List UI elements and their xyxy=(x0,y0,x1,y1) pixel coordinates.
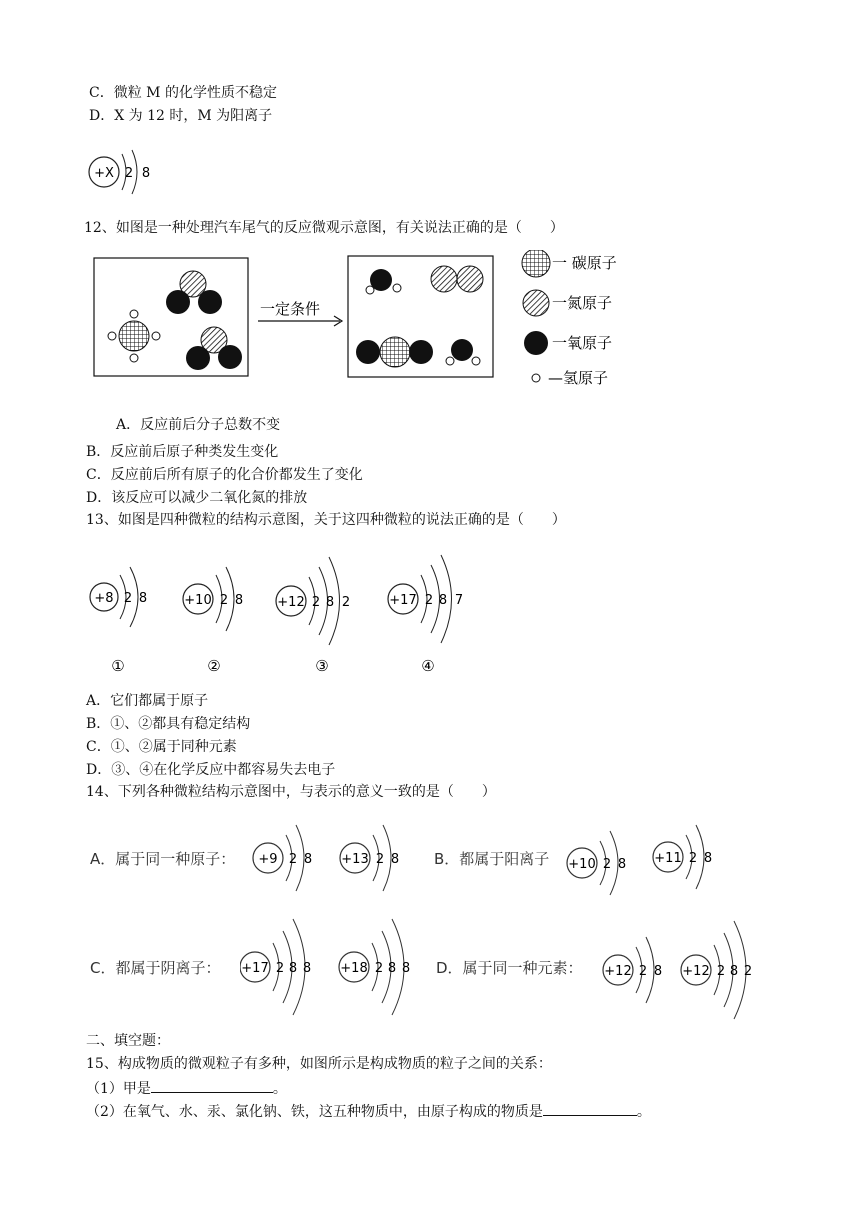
q14-caption-c: C．都属于阴离子： xyxy=(90,959,221,977)
q13-stem: 13、如图是四种微粒的结构示意图，关于这四种微粒的说法正确的是（ ） xyxy=(86,512,566,528)
nucleus-charge: +10 xyxy=(568,857,596,872)
particle-4 xyxy=(388,555,463,675)
hydrogen-atom xyxy=(130,354,138,362)
electron-shell xyxy=(610,831,618,895)
q14-caption-d: D．属于同一种元素： xyxy=(436,959,583,977)
shell-electrons: 2 xyxy=(375,852,385,867)
nucleus-charge: +18 xyxy=(340,961,368,976)
shell-electrons: 8 xyxy=(617,857,627,872)
shell-electrons: 8 xyxy=(234,593,244,608)
oxygen-atom xyxy=(451,339,473,361)
hydrogen-atom xyxy=(108,332,116,340)
q13-option-b: B．①、②都具有稳定结构 xyxy=(86,716,251,732)
shell-electrons: 2 xyxy=(638,964,648,979)
oxygen-atom xyxy=(356,340,380,364)
q14-b-particle-2 xyxy=(653,825,712,889)
nitrogen-atom xyxy=(431,266,457,292)
legend-hydrogen-label: —氢原子 xyxy=(548,369,609,387)
q13-particles-diagram xyxy=(84,545,484,680)
shell-electrons: 2 xyxy=(716,964,726,979)
q15-stem: 15、构成物质的微观粒子有多种，如图所示是构成物质的粒子之间的关系： xyxy=(86,1056,552,1072)
shell-electrons: 8 xyxy=(703,851,713,866)
q11-option-d: D．X 为 12 时，M 为阳离子 xyxy=(89,108,273,124)
shell-electrons: 2 xyxy=(219,593,229,608)
q15-sub2-answer-blank[interactable] xyxy=(543,1101,637,1116)
shell-electrons: 2 xyxy=(288,852,298,867)
electron-shell xyxy=(383,825,391,891)
shell-electrons: 8 xyxy=(138,591,148,606)
hydrogen-atom xyxy=(393,284,401,292)
section-title: 二、填空题： xyxy=(86,1033,170,1049)
q14-caption-b: B．都属于阳离子 xyxy=(434,850,550,868)
shell-electrons: 8 xyxy=(390,852,400,867)
hydrogen-atom xyxy=(472,357,480,365)
q12-option-b: B．反应前后原子种类发生变化 xyxy=(86,444,279,460)
shell-electrons: 8 xyxy=(401,961,411,976)
arrow-label: 一定条件 xyxy=(260,300,321,318)
particle-1 xyxy=(90,567,147,675)
particle-label: ③ xyxy=(315,657,329,675)
q12-option-a: A．反应前后分子总数不变 xyxy=(116,417,281,433)
q13-option-a: A．它们都属于原子 xyxy=(86,693,209,709)
particle-label: ① xyxy=(111,657,125,675)
legend-carbon-label: 一 碳原子 xyxy=(552,254,617,272)
q13-option-c: C．①、②属于同种元素 xyxy=(86,739,237,755)
oxygen-atom xyxy=(166,290,190,314)
shell-electrons: 8 xyxy=(302,961,312,976)
shell-electrons: 2 xyxy=(374,961,384,976)
shell-electrons: 2 xyxy=(424,593,434,608)
q14-c-particle-1 xyxy=(240,919,311,1015)
q13-option-d: D．③、④在化学反应中都容易失去电子 xyxy=(86,762,336,778)
q14-d-particle-1 xyxy=(603,937,662,1003)
shell-electrons: 7 xyxy=(454,593,464,608)
shell-electrons: 8 xyxy=(729,964,739,979)
q12-option-d: D．该反应可以减少二氧化氮的排放 xyxy=(86,490,308,506)
shell-electrons: 8 xyxy=(387,961,397,976)
oxygen-atom xyxy=(198,290,222,314)
nucleus-charge: +13 xyxy=(341,852,369,867)
particle-2 xyxy=(183,567,243,675)
q15-sub2 xyxy=(86,1101,651,1121)
shell-electrons: 8 xyxy=(288,961,298,976)
q12-option-c: C．反应前后所有原子的化合价都发生了变化 xyxy=(86,467,363,483)
q15-sub1 xyxy=(86,1078,287,1098)
oxygen-atom xyxy=(409,340,433,364)
hydrogen-atom xyxy=(446,357,454,365)
q14-stem: 14、下列各种微粒结构示意图中，与表示的意义一致的是（ ） xyxy=(86,784,496,800)
particle-label: ④ xyxy=(421,657,435,675)
hydrogen-atom xyxy=(130,310,138,318)
carbon-atom xyxy=(380,337,410,367)
nitrogen-atom xyxy=(457,266,483,292)
shell-electrons: 2 xyxy=(341,595,351,610)
q14-d-particle-2 xyxy=(681,921,752,1019)
nucleus-charge: +12 xyxy=(604,964,632,979)
q14-a-particle-2 xyxy=(340,825,399,891)
hydrogen-atom xyxy=(152,332,160,340)
hydrogen-atom xyxy=(366,286,374,294)
legend-carbon-icon xyxy=(522,250,550,277)
oxygen-atom xyxy=(186,346,210,370)
nucleus-charge: +X xyxy=(94,166,114,181)
q14-c-particle-2 xyxy=(339,919,410,1015)
q14-b-particle-1 xyxy=(567,831,626,895)
nucleus-charge: +9 xyxy=(258,852,278,867)
legend-oxygen-label: 一氧原子 xyxy=(552,334,613,352)
shell-electrons: 2 xyxy=(602,857,612,872)
nucleus-charge: +17 xyxy=(241,961,269,976)
legend-nitrogen-icon xyxy=(523,290,549,316)
shell-electrons: 2 xyxy=(124,166,134,181)
q12-reaction-diagram xyxy=(90,250,630,390)
nucleus-charge: +12 xyxy=(277,595,305,610)
shell-electrons: 8 xyxy=(303,852,313,867)
nucleus-charge: +12 xyxy=(682,964,710,979)
q11-atom-diagram xyxy=(84,148,164,204)
electron-shell xyxy=(696,825,704,889)
shell-electrons: 8 xyxy=(325,595,335,610)
nucleus-charge: +8 xyxy=(94,591,114,606)
oxygen-atom xyxy=(218,345,242,369)
legend-hydrogen-icon xyxy=(532,374,540,382)
q11-option-c: C．微粒 M 的化学性质不稳定 xyxy=(89,85,277,101)
shell-electrons: 2 xyxy=(123,591,133,606)
shell-electrons: 2 xyxy=(275,961,285,976)
shell-electrons: 8 xyxy=(438,593,448,608)
q14-caption-a: A．属于同一种原子： xyxy=(90,850,236,868)
electron-shell xyxy=(646,937,654,1003)
shell-electrons: 8 xyxy=(141,166,151,181)
q15-sub1-suffix: 。 xyxy=(272,1081,287,1097)
carbon-atom xyxy=(119,321,149,351)
legend-oxygen-icon xyxy=(524,331,548,355)
shell-electrons: 2 xyxy=(688,851,698,866)
particle-label: ② xyxy=(207,657,221,675)
shell-electrons: 2 xyxy=(311,595,321,610)
nucleus-charge: +10 xyxy=(184,593,212,608)
q15-sub1-answer-blank[interactable] xyxy=(151,1078,273,1093)
q14-particles-diagram xyxy=(240,815,770,1025)
q12-stem: 12、如图是一种处理汽车尾气的反应微观示意图，有关说法正确的是（ ） xyxy=(84,220,564,236)
shell-electrons: 8 xyxy=(653,964,663,979)
nucleus-charge: +11 xyxy=(654,851,682,866)
shell-electrons: 2 xyxy=(743,964,753,979)
q15-sub2-prefix: （2）在氧气、水、汞、氯化钠、铁，这五种物质中，由原子构成的物质是 xyxy=(86,1104,543,1120)
nucleus-charge: +17 xyxy=(389,593,417,608)
legend-nitrogen-label: 一氮原子 xyxy=(552,294,613,312)
q15-sub1-prefix: （1）甲是 xyxy=(86,1081,151,1097)
q15-sub2-suffix: 。 xyxy=(636,1104,651,1120)
q14-a-particle-1 xyxy=(253,825,312,891)
electron-shell xyxy=(296,825,304,891)
particle-3 xyxy=(276,557,350,675)
